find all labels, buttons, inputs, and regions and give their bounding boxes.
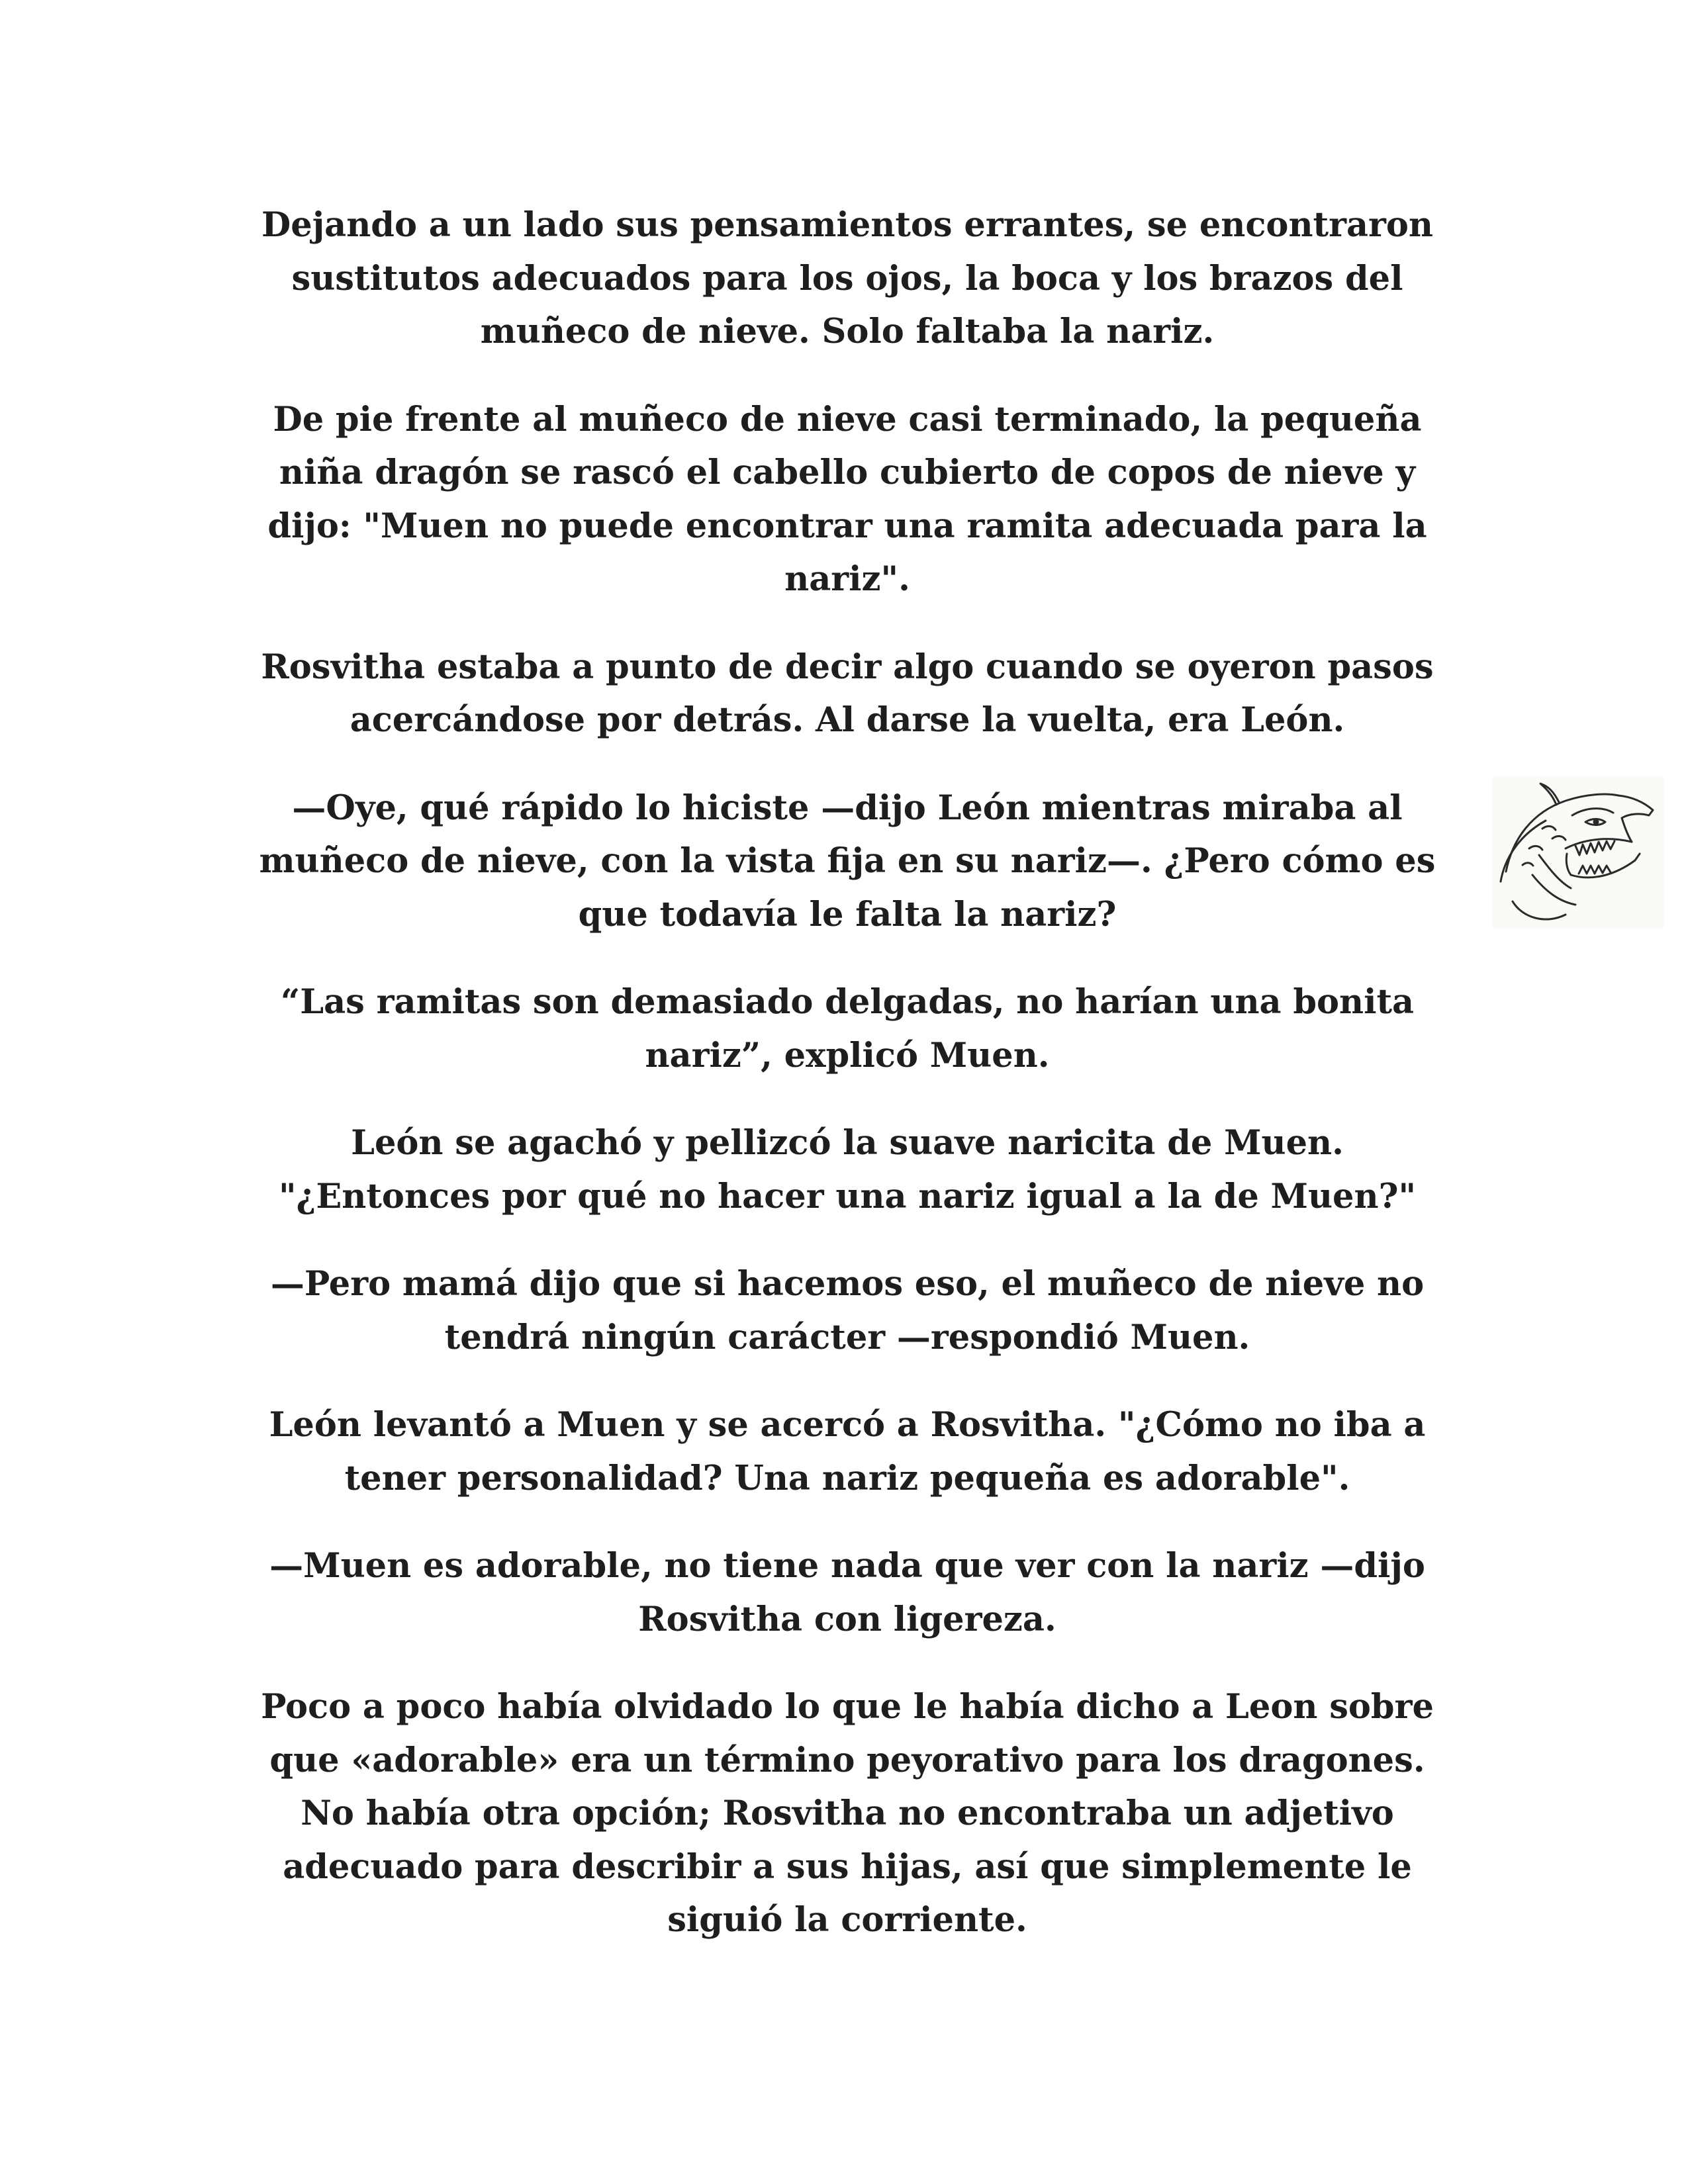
text-line: siguió la corriente. xyxy=(667,1900,1027,1940)
text-line: que «adorable» era un término peyorativo para los dragones. xyxy=(269,1740,1425,1780)
text-line: Dejando a un lado sus pensamientos errantes, se encontraron xyxy=(261,205,1433,245)
paragraph xyxy=(238,199,1456,359)
text-line: que todavía le falta la nariz? xyxy=(578,894,1117,934)
text-line: No había otra opción; Rosvitha no encontraba un adjetivo xyxy=(301,1794,1394,1833)
paragraph xyxy=(238,1116,1456,1223)
text-line: León se agachó y pellizcó la suave naricita de Muen. xyxy=(351,1123,1344,1163)
text-line: León levantó a Muen y se acercó a Rosvitha. "¿Cómo no iba a xyxy=(269,1405,1426,1445)
paragraph xyxy=(238,1539,1456,1646)
paragraph xyxy=(238,641,1456,747)
text-line: muñeco de nieve, con la vista fija en su nariz—. ¿Pero cómo es xyxy=(259,841,1436,881)
text-line: adecuado para describir a sus hijas, así que simplemente le xyxy=(283,1846,1412,1887)
text-line: tendrá ningún carácter —respondió Muen. xyxy=(444,1317,1250,1357)
paragraph xyxy=(238,976,1456,1082)
paragraph xyxy=(238,393,1456,606)
text-line: Rosvitha estaba a punto de decir algo cuando se oyeron pasos xyxy=(261,647,1434,687)
paragraph xyxy=(238,1398,1456,1505)
paragraph xyxy=(238,1680,1456,1947)
text-line: —Pero mamá dijo que si hacemos eso, el muñeco de nieve no xyxy=(270,1264,1425,1304)
text-line: —Muen es adorable, no tiene nada que ver con la nariz —dijo xyxy=(269,1546,1425,1586)
text-line: —Oye, qué rápido lo hiciste —dijo León mientras miraba al xyxy=(292,788,1403,828)
text-line: sustitutos adecuados para los ojos, la boca y los brazos del xyxy=(291,258,1403,298)
paragraph xyxy=(238,782,1456,942)
text-line: De pie frente al muñeco de nieve casi terminado, la pequeña xyxy=(273,399,1422,439)
text-line: nariz”, explicó Muen. xyxy=(645,1035,1050,1075)
text-line: acercándose por detrás. Al darse la vuelta, era León. xyxy=(350,700,1345,740)
page-body xyxy=(238,199,1456,1981)
paragraph xyxy=(238,1257,1456,1364)
text-line: Poco a poco había olvidado lo que le había dicho a Leon sobre xyxy=(261,1687,1434,1727)
text-line: “Las ramitas son demasiado delgadas, no harían una bonita xyxy=(280,982,1415,1022)
text-line: muñeco de nieve. Solo faltaba la nariz. xyxy=(480,312,1215,351)
text-line: nariz". xyxy=(784,559,910,599)
text-line: tener personalidad? Una nariz pequeña es adorable". xyxy=(344,1458,1350,1498)
text-line: "¿Entonces por qué no hacer una nariz igual a la de Muen?" xyxy=(278,1176,1417,1216)
dragon-head-sketch-icon xyxy=(1493,776,1664,929)
text-line: Rosvitha con ligereza. xyxy=(638,1599,1056,1639)
text-line: dijo: "Muen no puede encontrar una ramita adecuada para la xyxy=(267,506,1427,546)
text-line: niña dragón se rascó el cabello cubierto de copos de nieve y xyxy=(279,453,1416,492)
